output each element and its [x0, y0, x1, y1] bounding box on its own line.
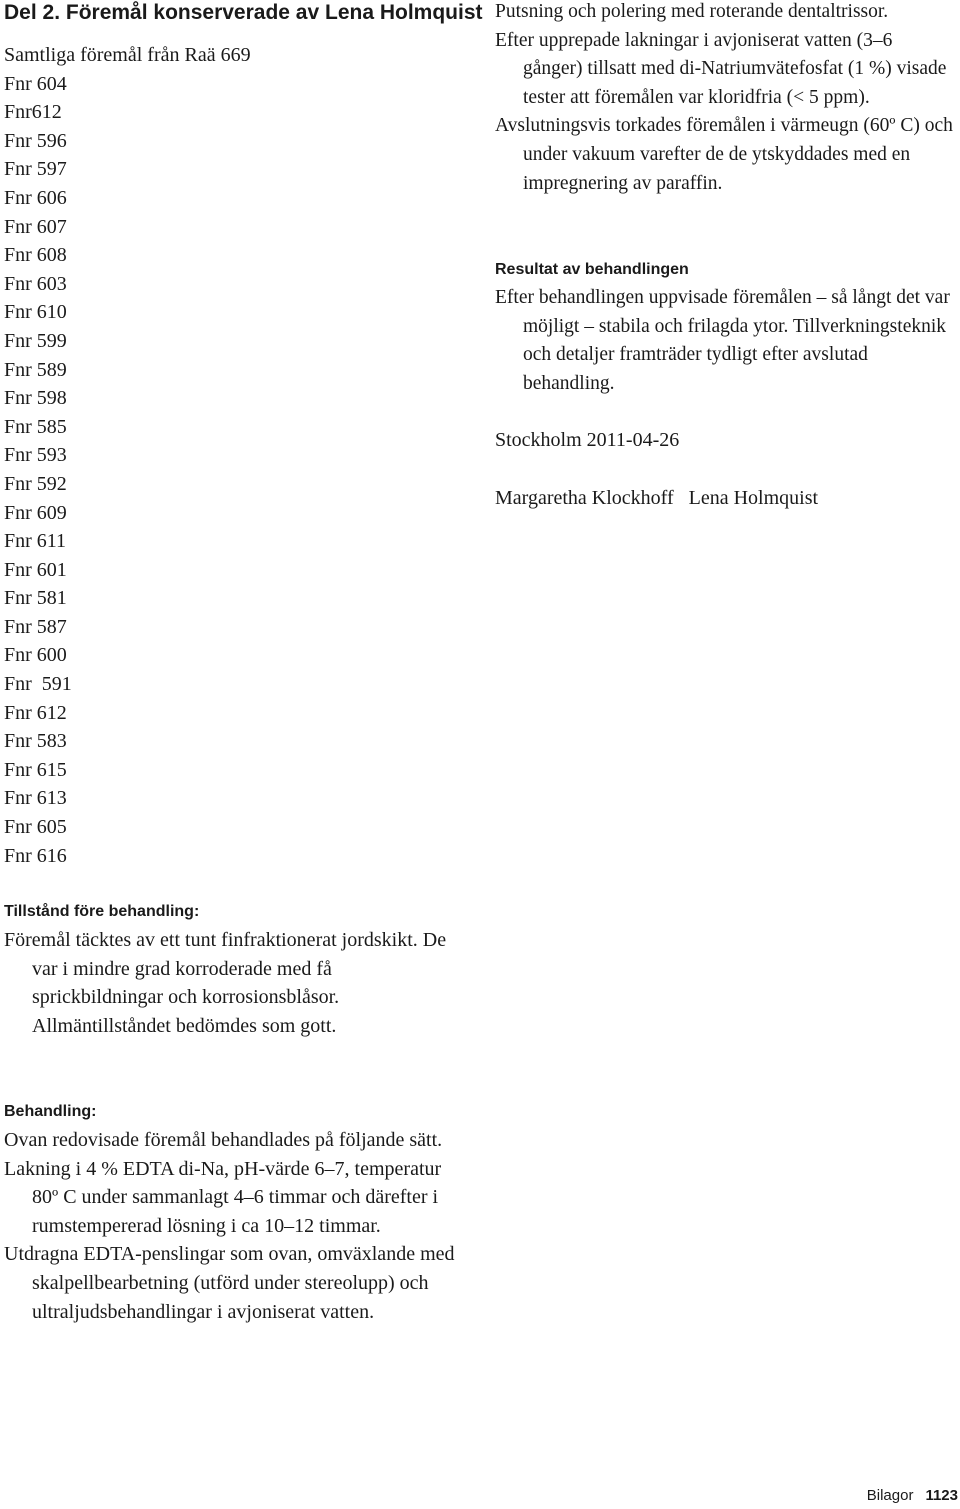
treatment-paragraph: Avslutningsvis torkades föremålen i värmeugn (60º C) och under vakuum varefter de de ytskyddades med en impregnering av paraffin. [495, 115, 953, 194]
result-section [495, 260, 955, 398]
object-item: Fnr 613 [4, 787, 67, 810]
treatment-section [4, 1102, 466, 1326]
object-item: Fnr 608 [4, 244, 67, 267]
object-item: Fnr 611 [4, 530, 67, 553]
object-list [4, 41, 251, 870]
footer-label: Bilagor [866, 1487, 914, 1504]
object-item: Fnr 585 [4, 415, 67, 438]
treatment-paragraph: Lakning i 4 % EDTA di-Na, pH-värde 6–7, temperatur 80º C under sammanlagt 4–6 timmar och därefter i rumstempererad lösning i ca 10–12 timmar. [4, 1157, 442, 1237]
object-item: Fnr 610 [4, 301, 67, 324]
object-item: Fnr 604 [4, 72, 67, 95]
treatment-paragraph: Efter upprepade lakningar i avjoniserat vatten (3–6 gånger) tillsatt med di-Natriumvätefosfat (1 %) visade tester att föremålen var kloridfria (< 5 ppm). [495, 29, 947, 108]
treatment-paragraph: Ovan redovisade föremål behandlades på följande sätt. [4, 1129, 443, 1151]
treatment-continued [495, 0, 955, 198]
treatment-paragraph: Utdragna EDTA-penslingar som ovan, omväxlande med skalpellbearbetning (utförd under stereolupp) och ultraljudsbehandlingar i avjoniserat vatten. [4, 1243, 455, 1323]
signatures: Margaretha Klockhoff Lena Holmquist [495, 487, 819, 509]
section-title: Del 2. Föremål konserverade av Lena Holmquist [4, 1, 483, 24]
condition-text: Föremål täcktes av ett tunt finfraktionerat jordskikt. De var i mindre grad korroderade med få sprickbildningar och korrosionsblåsor. Allmäntillståndet bedömdes som gott. [4, 929, 447, 1037]
object-item: Fnr 600 [4, 644, 67, 667]
object-item: Fnr 606 [4, 186, 67, 209]
object-item: Fnr 607 [4, 215, 67, 238]
object-item: Fnr 616 [4, 844, 67, 867]
object-item: Fnr 615 [4, 758, 67, 781]
object-item: Fnr 603 [4, 272, 67, 295]
place-date: Stockholm 2011-04-26 [495, 429, 680, 451]
object-item: Fnr 592 [4, 472, 67, 495]
object-item: Fnr 587 [4, 615, 67, 638]
object-item: Fnr 599 [4, 329, 67, 352]
page-footer [867, 1486, 958, 1506]
object-item: Fnr 598 [4, 387, 67, 410]
result-text: Efter behandlingen uppvisade föremålen – så långt det var möjligt – stabila och frilagda ytor. Tillverkningsteknik och detaljer framträder tydligt efter avslutad behandling. [495, 287, 950, 394]
object-item: Fnr 591 [4, 673, 72, 696]
object-item: Fnr 605 [4, 816, 67, 839]
object-item: Fnr612 [4, 101, 62, 124]
object-item: Fnr 593 [4, 444, 67, 467]
object-item: Fnr 596 [4, 129, 67, 152]
condition-section [4, 902, 454, 1040]
object-item: Fnr 597 [4, 158, 67, 181]
object-item: Fnr 609 [4, 501, 67, 524]
condition-heading: Tillstånd före behandling: [4, 903, 200, 920]
treatment-paragraph: Putsning och polering med roterande dentaltrissor. [495, 1, 889, 22]
object-item: Fnr 589 [4, 358, 67, 381]
page-number: 1123 [925, 1487, 958, 1504]
object-item: Fnr 583 [4, 730, 67, 753]
object-list-intro: Samtliga föremål från Raä 669 [4, 44, 251, 66]
treatment-heading: Behandling: [4, 1103, 97, 1120]
object-item: Fnr 601 [4, 558, 67, 581]
object-item: Fnr 581 [4, 587, 67, 610]
object-item: Fnr 612 [4, 701, 67, 724]
result-heading: Resultat av behandlingen [495, 261, 689, 278]
